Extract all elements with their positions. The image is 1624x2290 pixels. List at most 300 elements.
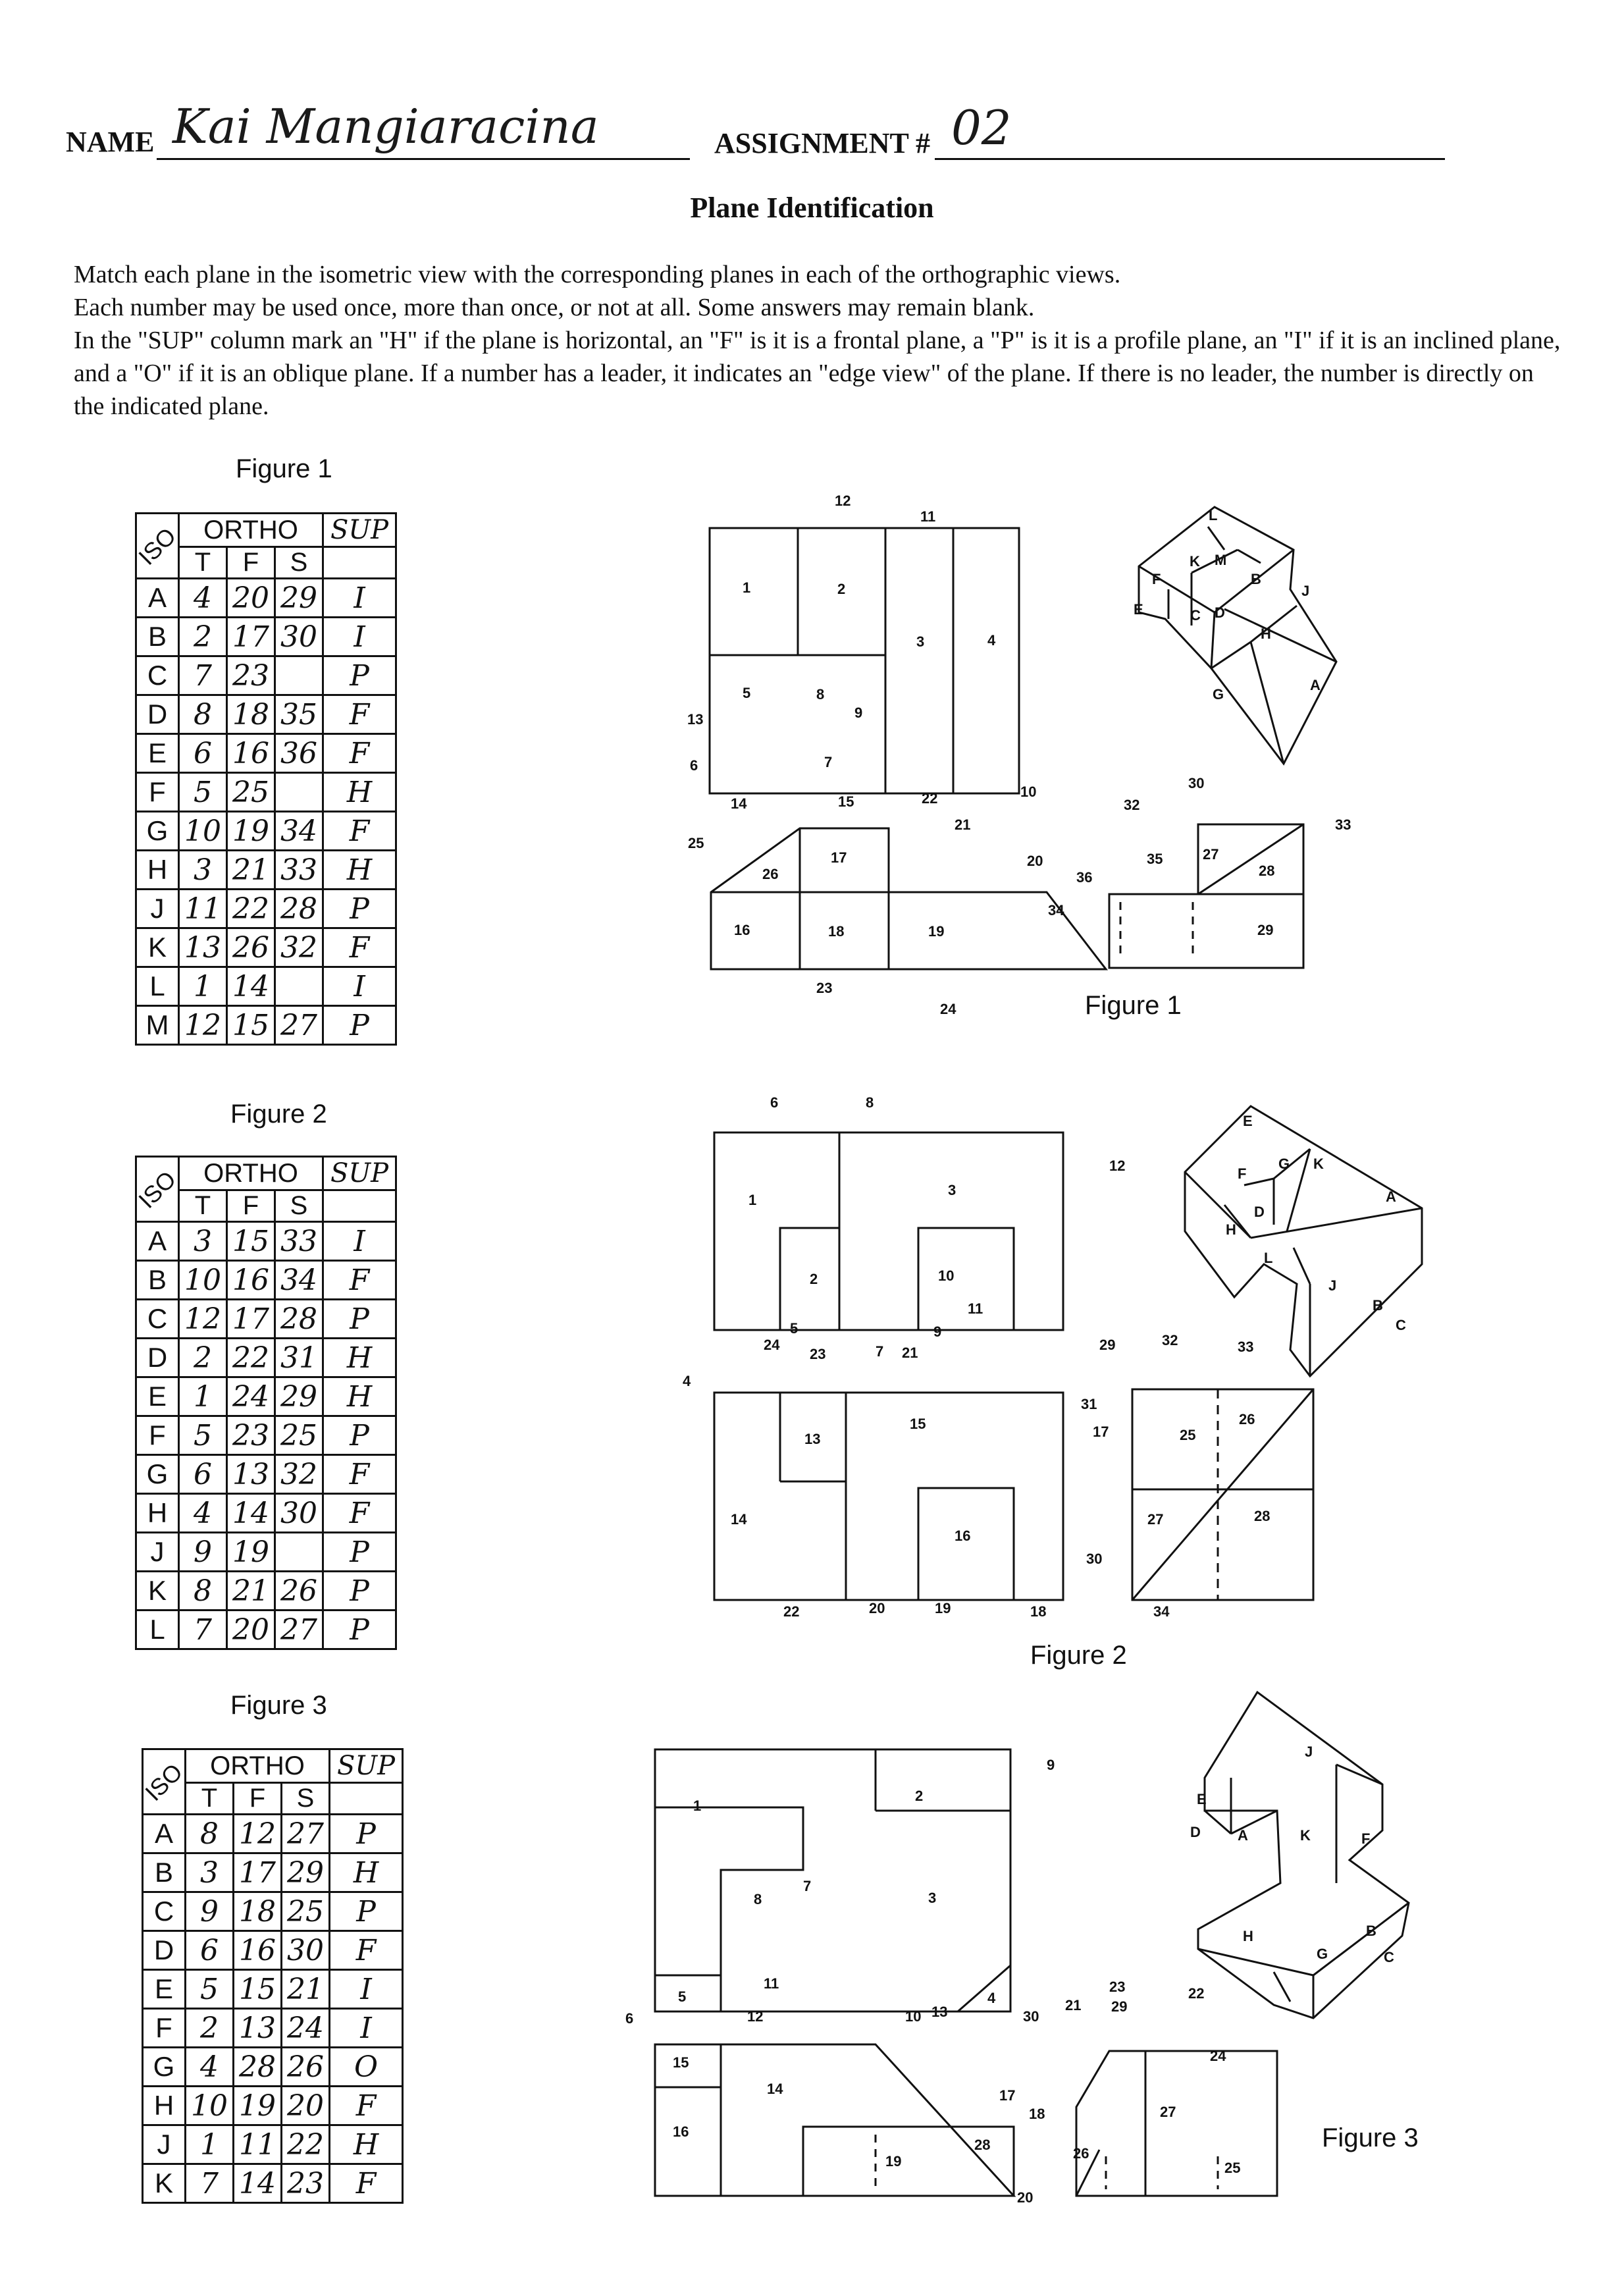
side-view-answer[interactable]: 32: [275, 928, 323, 967]
top-view-answer[interactable]: 2: [179, 618, 227, 656]
iso-plane-label: D: [143, 1931, 186, 1970]
top-view-answer[interactable]: 4: [186, 2048, 234, 2087]
svg-text:12: 12: [835, 493, 851, 509]
top-view-answer[interactable]: 5: [186, 1970, 234, 2009]
sup-answer[interactable]: F: [330, 1931, 403, 1970]
front-view-answer[interactable]: 17: [227, 618, 275, 656]
sup-answer[interactable]: H: [330, 2125, 403, 2164]
front-view-answer[interactable]: 24: [227, 1377, 275, 1416]
svg-text:8: 8: [816, 686, 825, 703]
side-view-answer[interactable]: 33: [275, 851, 323, 890]
side-view-answer[interactable]: 21: [282, 1970, 330, 2009]
sup-answer[interactable]: P: [323, 1611, 396, 1649]
top-view-answer[interactable]: 10: [179, 1261, 227, 1300]
side-view-answer[interactable]: 27: [282, 1815, 330, 1853]
svg-text:6: 6: [690, 757, 698, 774]
iso-plane-label: B: [136, 1261, 179, 1300]
iso-plane-label: C: [136, 1300, 179, 1339]
sup-answer[interactable]: F: [323, 695, 396, 734]
answer-table-figure-2: [135, 1156, 397, 1650]
instruction-line: Match each plane in the isometric view with the corresponding planes in each of the orthographic views.: [74, 261, 1121, 288]
sup-answer[interactable]: F: [330, 2164, 403, 2203]
top-view-answer[interactable]: 2: [179, 1339, 227, 1377]
svg-text:27: 27: [1160, 2104, 1176, 2120]
front-view-answer[interactable]: 23: [227, 1416, 275, 1455]
top-view-answer[interactable]: 9: [186, 1892, 234, 1931]
svg-text:A: A: [1238, 1827, 1248, 1844]
sup-answer[interactable]: F: [323, 734, 396, 773]
svg-text:L: L: [1209, 507, 1218, 523]
sup-answer[interactable]: O: [330, 2048, 403, 2087]
svg-text:F: F: [1361, 1830, 1371, 1847]
svg-text:3: 3: [928, 1890, 937, 1906]
table-row: [136, 1494, 396, 1533]
svg-text:28: 28: [1259, 863, 1275, 879]
iso-plane-label: E: [136, 1377, 179, 1416]
svg-text:18: 18: [1030, 1603, 1047, 1620]
side-view-answer[interactable]: [275, 773, 323, 812]
table-row: [136, 1222, 396, 1261]
front-view-answer[interactable]: 26: [227, 928, 275, 967]
svg-text:33: 33: [1335, 816, 1351, 833]
sup-answer[interactable]: I: [323, 579, 396, 618]
svg-text:4: 4: [683, 1373, 691, 1389]
side-view-answer[interactable]: 29: [275, 579, 323, 618]
svg-text:21: 21: [1065, 1997, 1082, 2013]
svg-text:17: 17: [999, 2087, 1016, 2104]
side-view-answer[interactable]: 27: [275, 1006, 323, 1045]
fig2-labels: [683, 1094, 1406, 1620]
front-view-answer[interactable]: 18: [227, 695, 275, 734]
sup-answer[interactable]: F: [330, 2087, 403, 2125]
front-view-answer[interactable]: 14: [234, 2164, 282, 2203]
instruction-line: In the "SUP" column mark an "H" if the plane is horizontal, an "F" is it is a frontal plane, a "P" is it is a profile plane, an "I" if it is an inclined plane, and a "O" if it is an oblique plane. If a number has a leader, it indicates an "edge view" of the plane. If there is no leader, the number is directly on the indicated plane.: [74, 327, 1561, 420]
sup-answer[interactable]: F: [323, 1455, 396, 1494]
top-view-answer[interactable]: 10: [179, 812, 227, 851]
sup-answer[interactable]: H: [323, 1339, 396, 1377]
figure-1-label: Figure 1: [236, 454, 332, 483]
svg-text:24: 24: [940, 1001, 956, 1017]
side-view-answer[interactable]: 34: [275, 812, 323, 851]
fig1-top-view: [710, 528, 1019, 793]
iso-header-cell: [140, 1749, 188, 1815]
front-header: F: [227, 1190, 275, 1222]
iso-plane-label: C: [136, 656, 179, 695]
svg-text:11: 11: [764, 1975, 779, 1992]
sup-answer[interactable]: I: [323, 618, 396, 656]
sup-answer[interactable]: F: [323, 1494, 396, 1533]
top-view-answer[interactable]: 7: [186, 2164, 234, 2203]
table-row: [143, 2009, 403, 2048]
sup-answer[interactable]: H: [330, 1853, 403, 1892]
top-view-answer[interactable]: 1: [186, 2125, 234, 2164]
top-view-answer[interactable]: 3: [179, 851, 227, 890]
side-view-answer[interactable]: 20: [282, 2087, 330, 2125]
svg-text:12: 12: [1109, 1158, 1126, 1174]
svg-text:21: 21: [955, 816, 971, 833]
side-view-answer[interactable]: 30: [282, 1931, 330, 1970]
svg-text:K: K: [1313, 1156, 1324, 1172]
svg-text:G: G: [1317, 1946, 1328, 1962]
front-view-answer[interactable]: 28: [234, 2048, 282, 2087]
sup-answer[interactable]: P: [323, 1533, 396, 1572]
front-view-answer[interactable]: 15: [227, 1222, 275, 1261]
front-view-answer[interactable]: 21: [227, 851, 275, 890]
side-view-answer[interactable]: 24: [282, 2009, 330, 2048]
front-view-answer[interactable]: 20: [227, 579, 275, 618]
front-view-answer[interactable]: 12: [234, 1815, 282, 1853]
ortho-header: ORTHO: [186, 1749, 330, 1783]
side-view-answer[interactable]: 28: [275, 1300, 323, 1339]
side-view-answer[interactable]: 26: [275, 1572, 323, 1611]
front-view-answer[interactable]: 15: [227, 1006, 275, 1045]
sup-answer[interactable]: H: [323, 1377, 396, 1416]
svg-text:7: 7: [876, 1343, 884, 1360]
table-row: [143, 1892, 403, 1931]
svg-text:24: 24: [764, 1337, 780, 1353]
svg-text:J: J: [1328, 1277, 1337, 1294]
svg-text:5: 5: [678, 1988, 687, 2005]
sup-blank: [323, 1190, 396, 1222]
svg-text:2: 2: [810, 1271, 818, 1287]
iso-plane-label: B: [143, 1853, 186, 1892]
side-view-answer[interactable]: 34: [275, 1261, 323, 1300]
iso-header-cell: [133, 514, 182, 579]
svg-text:27: 27: [1147, 1511, 1164, 1528]
table-row: [136, 1339, 396, 1377]
iso-plane-label: A: [136, 1222, 179, 1261]
front-view-answer[interactable]: 13: [234, 2009, 282, 2048]
table-row: [136, 1300, 396, 1339]
top-view-answer[interactable]: 4: [179, 579, 227, 618]
side-view-answer[interactable]: 22: [282, 2125, 330, 2164]
figure-2-label: Figure 2: [230, 1100, 327, 1129]
front-view-answer[interactable]: 16: [227, 1261, 275, 1300]
sup-answer[interactable]: P: [323, 890, 396, 928]
svg-text:26: 26: [762, 866, 779, 882]
svg-text:10: 10: [938, 1267, 955, 1284]
svg-text:15: 15: [838, 793, 854, 810]
svg-text:1: 1: [748, 1192, 757, 1208]
svg-text:4: 4: [987, 632, 996, 649]
top-view-answer[interactable]: 5: [179, 773, 227, 812]
top-view-answer[interactable]: 6: [179, 734, 227, 773]
table-row: [136, 1416, 396, 1455]
table-row: [143, 2087, 403, 2125]
side-view-answer[interactable]: [275, 656, 323, 695]
top-view-answer[interactable]: 4: [179, 1494, 227, 1533]
iso-plane-label: L: [136, 1611, 179, 1649]
front-view-answer[interactable]: 20: [227, 1611, 275, 1649]
side-view-answer[interactable]: 30: [275, 618, 323, 656]
front-view-answer[interactable]: 25: [227, 773, 275, 812]
side-view-answer[interactable]: 29: [275, 1377, 323, 1416]
svg-text:24: 24: [1210, 2048, 1226, 2064]
svg-text:13: 13: [804, 1431, 821, 1447]
side-header: S: [275, 547, 323, 579]
top-view-answer[interactable]: 8: [179, 1572, 227, 1611]
front-view-answer[interactable]: 16: [234, 1931, 282, 1970]
svg-text:E: E: [1243, 1113, 1253, 1129]
sup-answer[interactable]: F: [323, 1261, 396, 1300]
sup-answer[interactable]: P: [330, 1815, 403, 1853]
table-row: [143, 2164, 403, 2203]
svg-text:11: 11: [968, 1300, 983, 1317]
side-view-answer[interactable]: [275, 967, 323, 1006]
svg-text:C: C: [1384, 1949, 1394, 1965]
table-row: [136, 1572, 396, 1611]
svg-text:16: 16: [734, 922, 750, 938]
top-view-answer[interactable]: 1: [179, 967, 227, 1006]
side-view-answer[interactable]: 31: [275, 1339, 323, 1377]
top-view-answer[interactable]: 6: [179, 1455, 227, 1494]
svg-text:25: 25: [688, 835, 704, 851]
side-view-answer[interactable]: 23: [282, 2164, 330, 2203]
svg-text:17: 17: [831, 849, 847, 866]
iso-plane-label: H: [136, 1494, 179, 1533]
svg-text:F: F: [1238, 1165, 1247, 1182]
sup-answer[interactable]: F: [323, 928, 396, 967]
sup-answer[interactable]: I: [323, 1222, 396, 1261]
side-view-answer[interactable]: 28: [275, 890, 323, 928]
sup-answer[interactable]: P: [323, 1416, 396, 1455]
svg-text:G: G: [1278, 1156, 1290, 1172]
figure-3-drawing-label: Figure 3: [1322, 2123, 1419, 2152]
page-title: Plane Identification: [690, 192, 934, 224]
front-view-answer[interactable]: 23: [227, 656, 275, 695]
iso-plane-label: A: [143, 1815, 186, 1853]
svg-text:36: 36: [1076, 869, 1093, 886]
top-view-answer[interactable]: 12: [179, 1300, 227, 1339]
sup-answer[interactable]: I: [323, 967, 396, 1006]
sup-answer[interactable]: P: [323, 1300, 396, 1339]
top-view-answer[interactable]: 11: [179, 890, 227, 928]
front-view-answer[interactable]: 15: [234, 1970, 282, 2009]
svg-text:22: 22: [783, 1603, 800, 1620]
svg-text:M: M: [1215, 552, 1227, 568]
svg-text:28: 28: [974, 2137, 991, 2153]
side-view-answer[interactable]: 35: [275, 695, 323, 734]
table-row: [136, 1455, 396, 1494]
answer-table-figure-1: [135, 512, 397, 1046]
sup-answer[interactable]: P: [323, 1006, 396, 1045]
svg-text:23: 23: [816, 980, 833, 996]
table-row: [136, 656, 396, 695]
fig2-top-view: [714, 1132, 1063, 1330]
top-view-answer[interactable]: 3: [179, 1222, 227, 1261]
svg-text:29: 29: [1257, 922, 1274, 938]
table-row: [136, 1261, 396, 1300]
front-view-answer[interactable]: 17: [227, 1300, 275, 1339]
sup-answer[interactable]: P: [323, 1572, 396, 1611]
top-view-answer[interactable]: 7: [179, 1611, 227, 1649]
iso-header: ISO: [140, 1757, 188, 1806]
fig2-front-view: [714, 1393, 1063, 1600]
top-view-answer[interactable]: 13: [179, 928, 227, 967]
front-view-answer[interactable]: 21: [227, 1572, 275, 1611]
svg-text:2: 2: [837, 581, 846, 597]
svg-text:8: 8: [866, 1094, 874, 1111]
svg-text:K: K: [1300, 1827, 1311, 1844]
sup-answer[interactable]: P: [323, 656, 396, 695]
top-view-answer[interactable]: 10: [186, 2087, 234, 2125]
svg-text:30: 30: [1086, 1551, 1103, 1567]
table-row: [136, 734, 396, 773]
assignment-value: 02: [951, 100, 1012, 155]
svg-text:19: 19: [928, 923, 945, 940]
svg-text:K: K: [1190, 553, 1200, 570]
svg-text:B: B: [1251, 571, 1261, 587]
table-row: [136, 812, 396, 851]
side-view-answer[interactable]: 27: [275, 1611, 323, 1649]
table-row: [136, 1611, 396, 1649]
side-view-answer[interactable]: 25: [282, 1892, 330, 1931]
figure-1-drawings: [678, 487, 1455, 1053]
iso-plane-label: F: [136, 773, 179, 812]
svg-text:32: 32: [1124, 797, 1140, 813]
iso-plane-label: C: [143, 1892, 186, 1931]
front-view-answer[interactable]: 14: [227, 967, 275, 1006]
side-view-answer[interactable]: 29: [282, 1853, 330, 1892]
front-view-answer[interactable]: 14: [227, 1494, 275, 1533]
iso-plane-label: B: [136, 618, 179, 656]
svg-text:18: 18: [828, 923, 845, 940]
front-view-answer[interactable]: 22: [227, 890, 275, 928]
table-row: [136, 1006, 396, 1045]
svg-text:23: 23: [810, 1346, 826, 1362]
top-view-answer[interactable]: 3: [186, 1853, 234, 1892]
iso-plane-label: F: [143, 2009, 186, 2048]
svg-text:13: 13: [931, 2004, 948, 2020]
iso-plane-label: D: [136, 695, 179, 734]
svg-text:35: 35: [1147, 851, 1163, 867]
iso-header: ISO: [133, 1165, 182, 1213]
svg-text:33: 33: [1238, 1339, 1254, 1355]
iso-plane-label: F: [136, 1416, 179, 1455]
table-row: [136, 618, 396, 656]
side-view-answer[interactable]: 30: [275, 1494, 323, 1533]
top-view-answer[interactable]: 12: [179, 1006, 227, 1045]
table-row: [136, 1533, 396, 1572]
front-view-answer[interactable]: 19: [227, 1533, 275, 1572]
iso-plane-label: J: [136, 890, 179, 928]
svg-text:20: 20: [869, 1600, 885, 1616]
front-view-answer[interactable]: 19: [227, 812, 275, 851]
svg-text:C: C: [1190, 607, 1201, 624]
svg-text:H: H: [1261, 626, 1271, 642]
side-view-answer[interactable]: 33: [275, 1222, 323, 1261]
svg-text:23: 23: [1109, 1979, 1126, 1995]
svg-text:19: 19: [935, 1600, 951, 1616]
sup-answer[interactable]: I: [330, 2009, 403, 2048]
svg-text:25: 25: [1224, 2160, 1241, 2176]
svg-text:17: 17: [1093, 1424, 1109, 1440]
svg-text:D: D: [1254, 1204, 1265, 1220]
front-view-answer[interactable]: 16: [227, 734, 275, 773]
svg-text:A: A: [1386, 1188, 1396, 1205]
svg-text:34: 34: [1153, 1603, 1170, 1620]
side-header: S: [282, 1783, 330, 1815]
svg-text:15: 15: [673, 2054, 689, 2071]
svg-text:4: 4: [987, 1990, 996, 2006]
table-row: [136, 579, 396, 618]
svg-text:11: 11: [920, 508, 936, 525]
sup-header: SUP: [323, 1157, 396, 1190]
top-view-answer[interactable]: 9: [179, 1533, 227, 1572]
svg-text:10: 10: [1020, 784, 1037, 800]
side-view-answer[interactable]: 26: [282, 2048, 330, 2087]
side-view-answer[interactable]: 25: [275, 1416, 323, 1455]
svg-text:2: 2: [915, 1788, 924, 1804]
svg-text:3: 3: [916, 633, 925, 650]
svg-text:1: 1: [693, 1797, 702, 1814]
sup-answer[interactable]: F: [323, 812, 396, 851]
svg-text:L: L: [1264, 1250, 1273, 1266]
svg-text:18: 18: [1029, 2106, 1045, 2122]
svg-text:20: 20: [1027, 853, 1043, 869]
top-view-answer[interactable]: 8: [179, 695, 227, 734]
sup-answer[interactable]: H: [323, 851, 396, 890]
top-view-answer[interactable]: 5: [179, 1416, 227, 1455]
svg-text:E: E: [1134, 601, 1143, 618]
svg-text:9: 9: [933, 1323, 942, 1340]
table-row: [143, 2125, 403, 2164]
top-view-answer[interactable]: 1: [179, 1377, 227, 1416]
side-view-answer[interactable]: [275, 1533, 323, 1572]
side-view-answer[interactable]: 32: [275, 1455, 323, 1494]
svg-text:3: 3: [948, 1182, 956, 1198]
front-view-answer[interactable]: 18: [234, 1892, 282, 1931]
svg-text:16: 16: [955, 1528, 971, 1544]
front-view-answer[interactable]: 11: [234, 2125, 282, 2164]
sup-header: SUP: [330, 1749, 403, 1783]
figure-2-drawings: [678, 1086, 1455, 1626]
svg-text:26: 26: [1239, 1411, 1255, 1427]
table-row: [143, 1970, 403, 2009]
top-view-answer[interactable]: 8: [186, 1815, 234, 1853]
iso-plane-label: K: [136, 1572, 179, 1611]
fig2-side-view: [1132, 1389, 1313, 1600]
svg-text:E: E: [1197, 1791, 1207, 1807]
iso-plane-label: K: [143, 2164, 186, 2203]
svg-text:26: 26: [1073, 2145, 1089, 2162]
sup-answer[interactable]: I: [330, 1970, 403, 2009]
svg-text:13: 13: [687, 711, 704, 728]
svg-text:12: 12: [747, 2008, 764, 2025]
sup-answer[interactable]: H: [323, 773, 396, 812]
svg-text:J: J: [1301, 583, 1310, 599]
top-view-answer[interactable]: 2: [186, 2009, 234, 2048]
svg-text:6: 6: [770, 1094, 779, 1111]
top-view-answer[interactable]: 7: [179, 656, 227, 695]
iso-plane-label: E: [143, 1970, 186, 2009]
side-header: S: [275, 1190, 323, 1222]
svg-text:14: 14: [731, 1511, 747, 1528]
svg-text:F: F: [1152, 571, 1161, 587]
front-view-answer[interactable]: 22: [227, 1339, 275, 1377]
front-view-answer[interactable]: 19: [234, 2087, 282, 2125]
top-view-answer[interactable]: 6: [186, 1931, 234, 1970]
instruction-line: Each number may be used once, more than once, or not at all. Some answers may remain blank.: [74, 294, 1035, 321]
sup-blank: [323, 547, 396, 579]
sup-answer[interactable]: P: [330, 1892, 403, 1931]
svg-text:19: 19: [885, 2153, 902, 2170]
side-view-answer[interactable]: 36: [275, 734, 323, 773]
front-view-answer[interactable]: 13: [227, 1455, 275, 1494]
svg-text:6: 6: [625, 2010, 634, 2027]
front-view-answer[interactable]: 17: [234, 1853, 282, 1892]
fig1-iso-view: [1139, 507, 1336, 764]
